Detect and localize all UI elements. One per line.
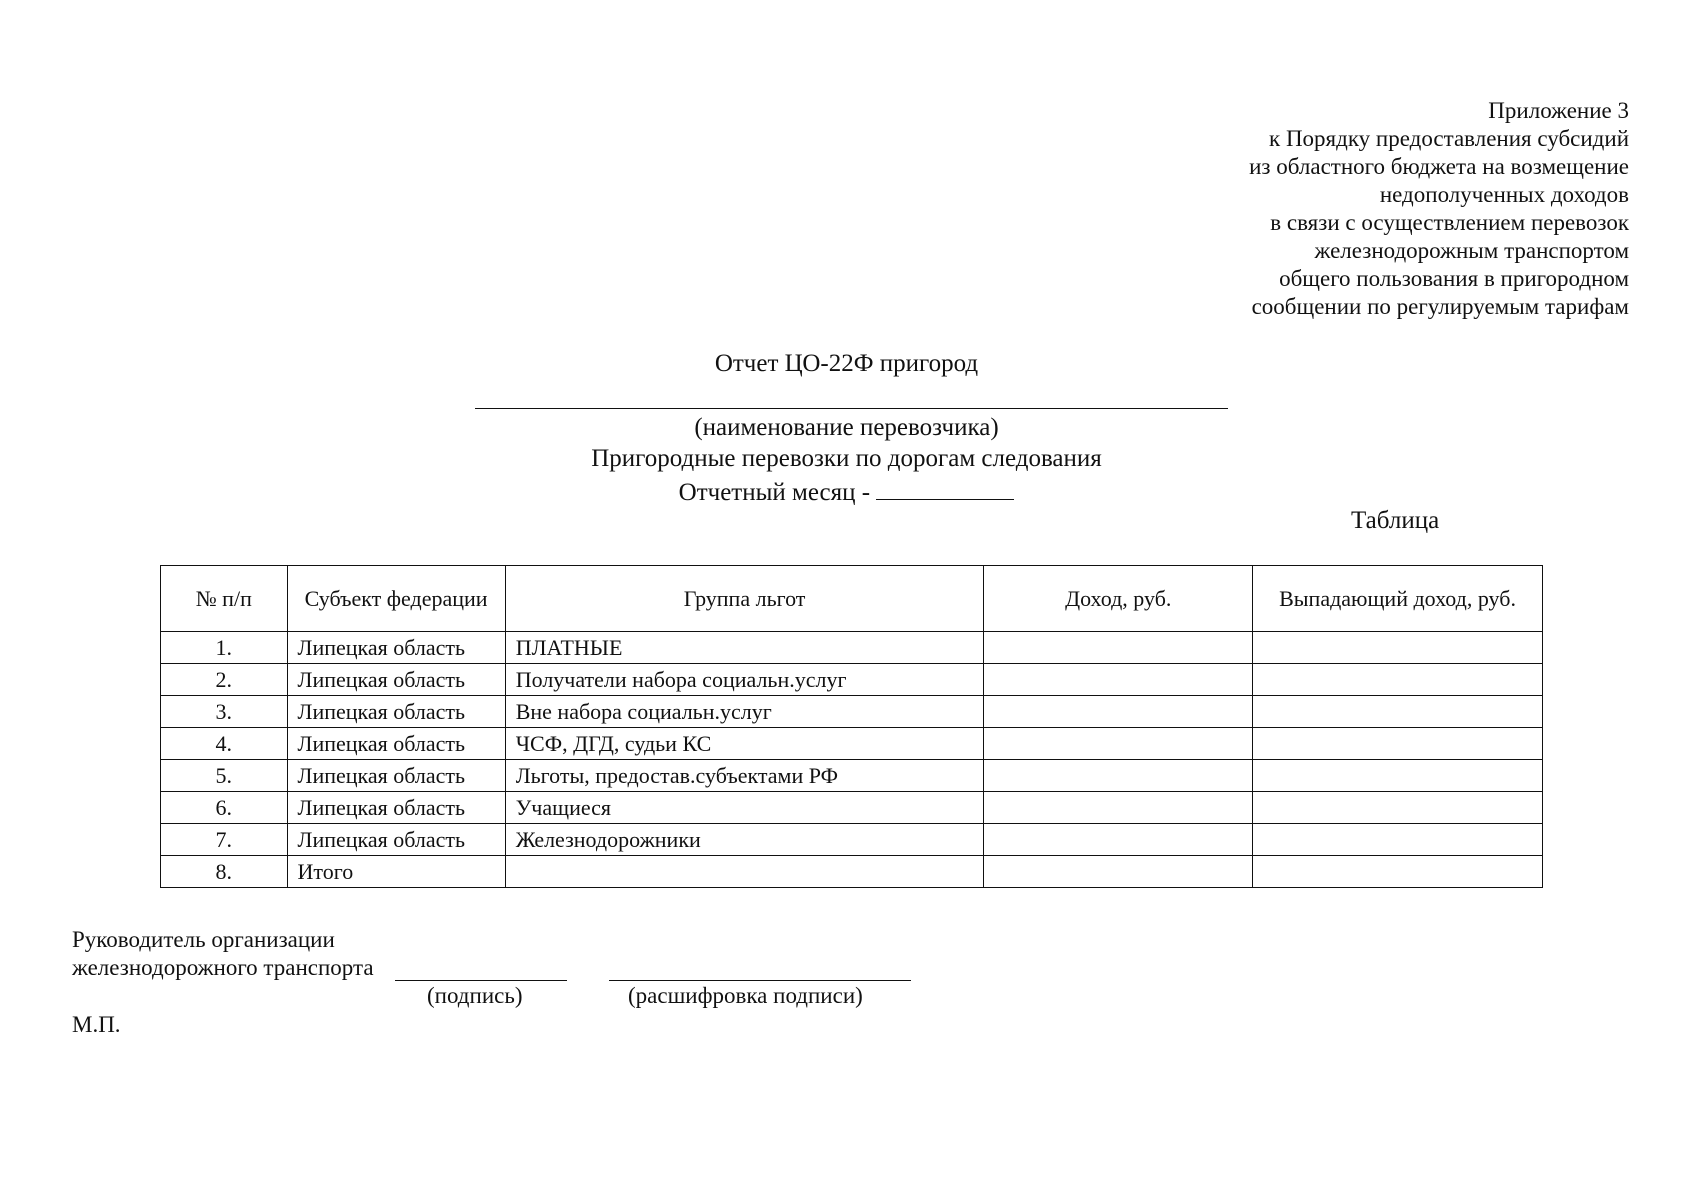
- appendix-line: из областного бюджета на возмещение: [1249, 154, 1629, 179]
- cell-lost-income: [1253, 696, 1543, 728]
- month-blank-line: [876, 477, 1014, 500]
- signature-decode-line: [609, 980, 911, 981]
- appendix-line: общего пользования в пригородном: [1279, 266, 1629, 291]
- appendix-line: недополученных доходов: [1379, 182, 1629, 207]
- table-row: [161, 696, 1543, 728]
- cell-income: [984, 824, 1253, 856]
- cell-num: 1.: [161, 632, 288, 664]
- cell-subject: Липецкая область: [287, 760, 505, 792]
- cell-num: 8.: [161, 856, 288, 888]
- cell-num: 5.: [161, 760, 288, 792]
- header-income: Доход, руб.: [984, 566, 1253, 632]
- cell-group: Железнодорожники: [505, 824, 984, 856]
- cell-lost-income: [1253, 728, 1543, 760]
- carrier-caption: (наименование перевозчика): [694, 414, 999, 441]
- table-row: [161, 792, 1543, 824]
- cell-subject: Липецкая область: [287, 792, 505, 824]
- report-title: Отчет ЦО-22Ф пригород: [714, 350, 979, 377]
- cell-income: [984, 856, 1253, 888]
- cell-income: [984, 664, 1253, 696]
- carrier-name-line: [475, 408, 1228, 409]
- header-group: Группа льгот: [505, 566, 984, 632]
- cell-lost-income: [1253, 792, 1543, 824]
- cell-subject: Липецкая область: [287, 824, 505, 856]
- cell-num: 2.: [161, 664, 288, 696]
- table-row-total: [161, 856, 1543, 888]
- table-header-row: [161, 566, 1543, 632]
- signature-decode-caption: (расшифровка подписи): [628, 983, 863, 1008]
- cell-group: ЧСФ, ДГД, судьи КС: [505, 728, 984, 760]
- table-row: [161, 824, 1543, 856]
- cell-income: [984, 760, 1253, 792]
- report-subtitle: Пригородные перевозки по дорогам следования: [591, 445, 1102, 472]
- cell-lost-income: [1253, 632, 1543, 664]
- cell-lost-income: [1253, 824, 1543, 856]
- table-row: [161, 728, 1543, 760]
- cell-subject: Липецкая область: [287, 664, 505, 696]
- table-row: [161, 760, 1543, 792]
- appendix-line: к Порядку предоставления субсидий: [1269, 126, 1629, 151]
- report-table: [160, 565, 1543, 888]
- appendix-line: железнодорожным транспортом: [1314, 238, 1629, 263]
- cell-subject: Липецкая область: [287, 696, 505, 728]
- appendix-line: Приложение 3: [1488, 98, 1629, 123]
- cell-income: [984, 632, 1253, 664]
- appendix-line: сообщении по регулируемым тарифам: [1251, 294, 1629, 319]
- cell-subject: Итого: [287, 856, 505, 888]
- month-label: Отчетный месяц -: [678, 479, 871, 506]
- cell-income: [984, 696, 1253, 728]
- table-row: [161, 632, 1543, 664]
- cell-num: 6.: [161, 792, 288, 824]
- cell-num: 7.: [161, 824, 288, 856]
- stamp-place-label: М.П.: [72, 1012, 121, 1037]
- cell-subject: Липецкая область: [287, 632, 505, 664]
- cell-group: Вне набора социальн.услуг: [505, 696, 984, 728]
- signature-title-line2: железнодорожного транспорта: [72, 955, 374, 980]
- cell-subject: Липецкая область: [287, 728, 505, 760]
- cell-num: 4.: [161, 728, 288, 760]
- appendix-line: в связи с осуществлением перевозок: [1270, 210, 1629, 235]
- cell-income: [984, 792, 1253, 824]
- table-label: Таблица: [1351, 507, 1440, 534]
- reporting-month: [0, 477, 1693, 507]
- cell-group: ПЛАТНЫЕ: [505, 632, 984, 664]
- signature-caption: (подпись): [427, 983, 523, 1008]
- cell-group: Учащиеся: [505, 792, 984, 824]
- cell-income: [984, 728, 1253, 760]
- signature-title-line1: Руководитель организации: [72, 927, 335, 952]
- cell-group: Льготы, предостав.субъектами РФ: [505, 760, 984, 792]
- cell-num: 3.: [161, 696, 288, 728]
- header-lost-income: Выпадающий доход, руб.: [1253, 566, 1543, 632]
- cell-lost-income: [1253, 760, 1543, 792]
- table-row: [161, 664, 1543, 696]
- cell-lost-income: [1253, 856, 1543, 888]
- cell-group: [505, 856, 984, 888]
- cell-group: Получатели набора социальн.услуг: [505, 664, 984, 696]
- cell-lost-income: [1253, 664, 1543, 696]
- signature-line: [395, 980, 567, 981]
- header-num: № п/п: [161, 566, 288, 632]
- header-subject: Субъект федерации: [287, 566, 505, 632]
- appendix-header: [1109, 97, 1629, 321]
